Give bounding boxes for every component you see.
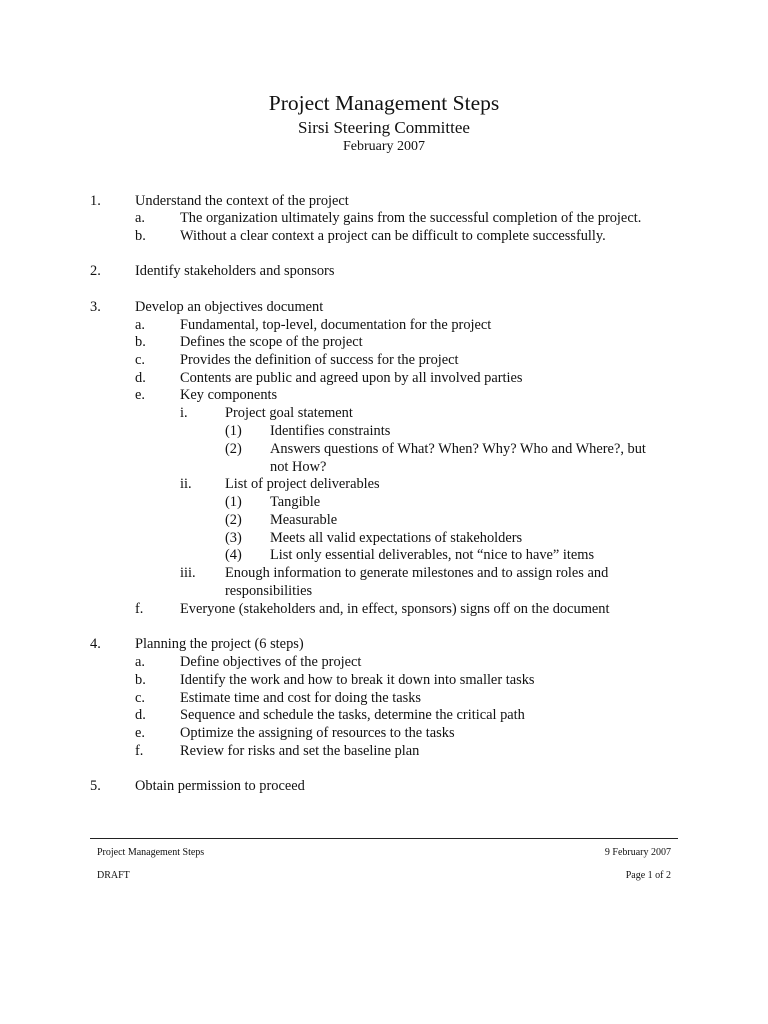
item-number: e.: [135, 387, 145, 403]
item-number: (4): [225, 547, 242, 563]
item-text: Sequence and schedule the tasks, determine the critical path: [180, 707, 525, 723]
item-text: responsibilities: [225, 583, 313, 599]
item-text: Identify the work and how to break it down into smaller tasks: [180, 672, 535, 688]
item-number: a.: [135, 317, 145, 333]
item-number: b.: [135, 228, 146, 244]
item-number: a.: [135, 654, 145, 670]
item-text: Without a clear context a project can be difficult to complete successfully.: [180, 228, 606, 244]
item-text: Contents are public and agreed upon by all involved parties: [180, 370, 523, 386]
item-number: (2): [225, 512, 242, 528]
item-number: a.: [135, 210, 145, 226]
item-number: iii.: [180, 565, 196, 581]
item-number: b.: [135, 672, 146, 688]
item-number: 3.: [90, 299, 101, 315]
item-text: Answers questions of What? When? Why? Who and Where?, but: [270, 441, 646, 457]
item-number: e.: [135, 725, 145, 741]
item-number: d.: [135, 370, 146, 386]
item-text: Key components: [180, 387, 278, 403]
item-text: Meets all valid expectations of stakeholders: [270, 530, 523, 546]
item-text: Provides the definition of success for the project: [180, 352, 459, 368]
footer-date: 9 February 2007: [604, 847, 671, 858]
item-number: c.: [135, 690, 145, 706]
item-text: Identify stakeholders and sponsors: [135, 263, 335, 279]
item-number: 4.: [90, 636, 101, 652]
item-text: Identifies constraints: [270, 423, 391, 439]
item-number: i.: [180, 405, 188, 421]
item-number: 1.: [90, 193, 101, 209]
item-number: f.: [135, 601, 144, 617]
item-number: ii.: [180, 476, 192, 492]
footer-divider: [90, 838, 678, 839]
item-text: The organization ultimately gains from the successful completion of the project.: [180, 210, 642, 226]
item-number: (3): [225, 530, 242, 546]
item-text: List only essential deliverables, not “nice to have” items: [270, 547, 595, 563]
footer-doc-title: Project Management Steps: [97, 847, 205, 858]
item-text: Project goal statement: [225, 405, 353, 421]
item-text: not How?: [270, 459, 327, 475]
item-number: (1): [225, 494, 242, 510]
item-number: (1): [225, 423, 242, 439]
item-number: f.: [135, 743, 144, 759]
page-subtitle: Sirsi Steering Committee: [298, 118, 470, 137]
item-text: Review for risks and set the baseline plan: [180, 743, 420, 759]
item-number: 5.: [90, 778, 101, 794]
page-date: February 2007: [342, 139, 426, 154]
item-number: 2.: [90, 263, 101, 279]
item-text: Tangible: [270, 494, 321, 510]
item-text: Optimize the assigning of resources to the tasks: [180, 725, 455, 741]
item-text: Understand the context of the project: [135, 193, 349, 209]
item-text: Fundamental, top-level, documentation for the project: [180, 317, 492, 333]
item-text: Enough information to generate milestones and to assign roles and: [225, 565, 609, 581]
item-text: Develop an objectives document: [135, 299, 324, 315]
item-number: b.: [135, 334, 146, 350]
item-number: c.: [135, 352, 145, 368]
item-text: Defines the scope of the project: [180, 334, 363, 350]
item-text: List of project deliverables: [225, 476, 380, 492]
footer-page-number: Page 1 of 2: [625, 870, 671, 881]
item-number: (2): [225, 441, 242, 457]
item-text: Measurable: [270, 512, 338, 528]
item-text: Planning the project (6 steps): [135, 636, 304, 652]
item-text: Obtain permission to proceed: [135, 778, 305, 794]
item-text: Estimate time and cost for doing the tasks: [180, 690, 421, 706]
footer-draft-label: DRAFT: [97, 870, 130, 881]
item-text: Define objectives of the project: [180, 654, 362, 670]
item-number: d.: [135, 707, 146, 723]
page-title: Project Management Steps: [268, 91, 500, 115]
item-text: Everyone (stakeholders and, in effect, sponsors) signs off on the document: [180, 601, 610, 617]
